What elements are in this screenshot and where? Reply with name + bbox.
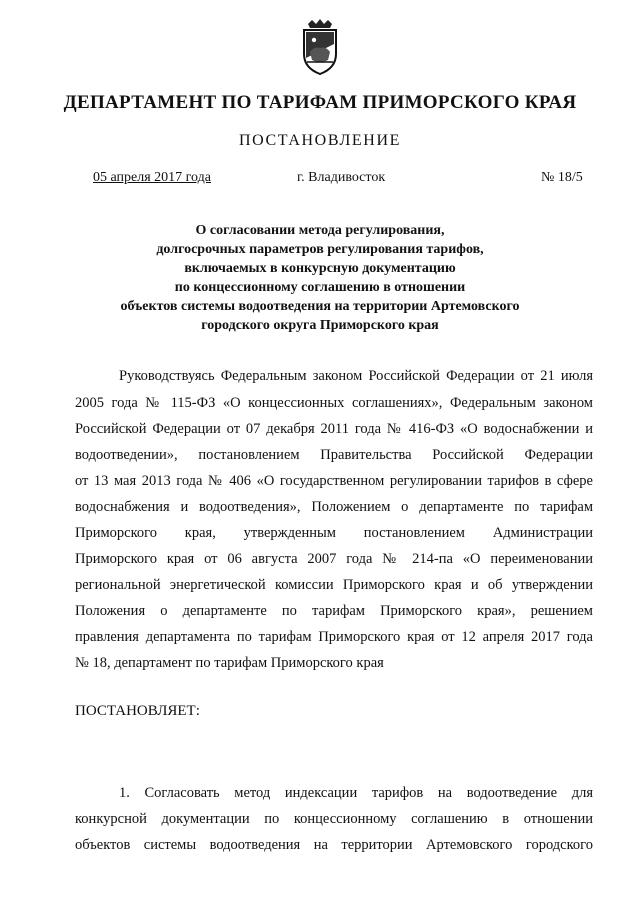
title-line: объектов системы водоотведения на территории Артемовского bbox=[120, 299, 520, 314]
document-date: 05 апреля 2017 года bbox=[93, 170, 211, 185]
title-line: долгосрочных параметров регулирования тарифов, bbox=[156, 242, 484, 257]
preamble-line: водоснабжения и водоотведения», Положением о департаменте по тарифам bbox=[75, 499, 593, 515]
document-type: ПОСТАНОВЛЕНИЕ bbox=[239, 132, 401, 149]
item-line: 1. Согласовать метод индексации тарифов на водоотведение для bbox=[119, 785, 593, 801]
preamble-line: Положения о департаменте по тарифам Приморского края», решением bbox=[75, 603, 593, 619]
title-line: О согласовании метода регулирования, bbox=[195, 223, 445, 238]
title-line: городского округа Приморского края bbox=[201, 318, 439, 333]
resolution-heading: ПОСТАНОВЛЯЕТ: bbox=[75, 703, 200, 719]
preamble-line: водоотведении», постановлением Правительства Российской Федерации bbox=[75, 447, 593, 463]
item-line: объектов системы водоотведения на территории Артемовского городского bbox=[75, 837, 593, 853]
document-city: г. Владивосток bbox=[297, 170, 386, 185]
preamble-line: Руководствуясь Федеральным законом Российской Федерации от 21 июля bbox=[119, 368, 593, 384]
title-line: включаемых в конкурсную документацию bbox=[184, 261, 456, 276]
preamble-line: правления департамента по тарифам Приморского края от 12 апреля 2017 года bbox=[75, 629, 593, 645]
coat-of-arms-icon bbox=[300, 18, 340, 76]
item-line: конкурсной документации по концессионному соглашению в отношении bbox=[75, 811, 593, 827]
department-title: ДЕПАРТАМЕНТ ПО ТАРИФАМ ПРИМОРСКОГО КРАЯ bbox=[63, 92, 577, 113]
preamble-line: Приморского края, утвержденным постановлением Администрации bbox=[75, 525, 593, 541]
preamble-line: региональной энергетической комиссии Приморского края и об утверждении bbox=[75, 577, 593, 593]
document-title bbox=[90, 221, 550, 335]
preamble-line: № 18, департамент по тарифам Приморского края bbox=[75, 655, 384, 671]
document-number: № 18/5 bbox=[541, 170, 583, 185]
preamble-line: от 13 мая 2013 года № 406 «О государственном регулировании тарифов в сфере bbox=[75, 473, 593, 489]
preamble-line: Российской Федерации от 07 декабря 2011 года № 416-ФЗ «О водоснабжении и bbox=[75, 421, 593, 437]
preamble-line: Приморского края от 06 августа 2007 года № 214-па «О переименовании bbox=[75, 551, 593, 567]
title-line: по концессионному соглашению в отношении bbox=[174, 280, 466, 295]
preamble-line: 2005 года № 115-ФЗ «О концессионных соглашениях», Федеральным законом bbox=[75, 395, 593, 411]
